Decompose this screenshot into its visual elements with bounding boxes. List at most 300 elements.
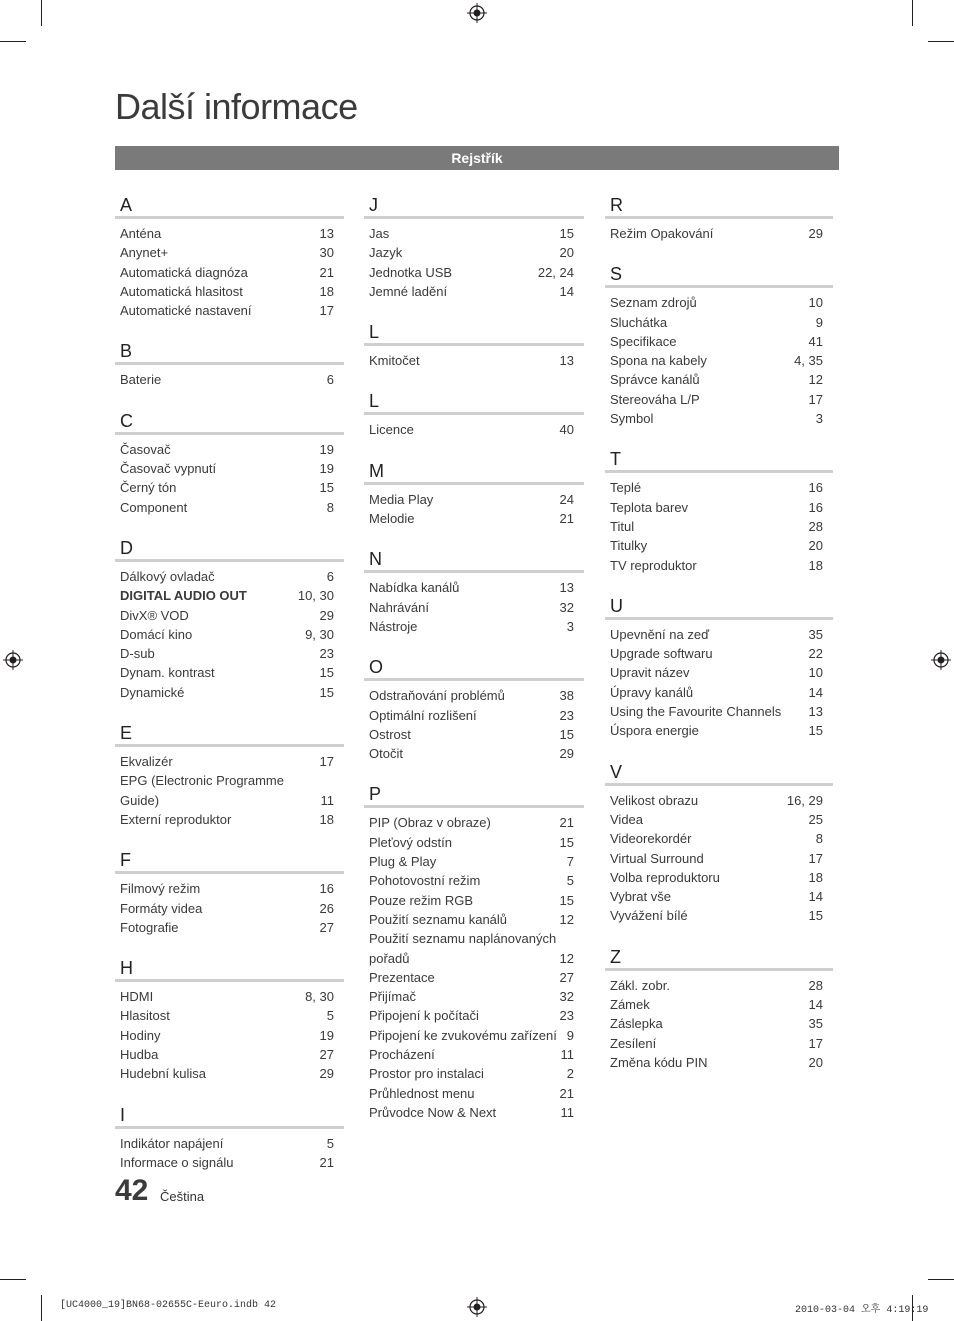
index-section <box>364 321 584 370</box>
index-page-ref: 40 <box>559 422 574 438</box>
index-page-ref: 13 <box>559 580 574 596</box>
index-entry <box>115 243 344 262</box>
registration-mark-icon <box>3 650 23 670</box>
index-entry <box>364 282 584 301</box>
index-entry <box>115 1006 344 1025</box>
index-term: Hodiny <box>120 1027 161 1043</box>
index-page-ref: 26 <box>319 900 334 916</box>
footer-timestamp: 2010-03-04 오후 4:19:19 <box>795 1305 929 1316</box>
index-entry <box>115 752 344 771</box>
index-page-ref: 41 <box>808 333 823 349</box>
index-entry <box>364 420 584 439</box>
index-term: Dálkový ovladač <box>120 568 215 584</box>
index-page-ref: 18 <box>319 283 334 299</box>
index-page-ref: 9 <box>566 1027 574 1043</box>
index-page-ref: 16 <box>808 499 823 515</box>
index-term: Anynet+ <box>120 245 169 261</box>
index-term: Formáty videa <box>120 900 203 916</box>
index-entry <box>364 351 584 370</box>
index-section <box>605 263 833 428</box>
index-term: Připojení k počítači <box>369 1008 479 1024</box>
index-entry <box>115 644 344 663</box>
index-page-ref: 10 <box>808 665 823 681</box>
index-entry <box>115 1153 344 1172</box>
index-term: EPG (Electronic Programme Guide) <box>120 773 284 808</box>
index-page-ref: 15 <box>559 834 574 850</box>
index-term: Jas <box>369 226 390 241</box>
index-page-ref: 17 <box>808 850 823 866</box>
index-section <box>115 194 344 320</box>
index-letter-heading: R <box>605 194 833 219</box>
index-page-ref: 17 <box>319 303 334 319</box>
index-term: DIGITAL AUDIO OUT <box>120 588 247 604</box>
index-term: Optimální rozlišení <box>369 707 477 723</box>
crop-mark <box>41 1295 42 1321</box>
index-term: Změna kódu PIN <box>610 1054 708 1070</box>
index-section <box>115 957 344 1083</box>
index-term: Seznam zdrojů <box>610 295 697 311</box>
index-page-ref: 23 <box>319 646 334 662</box>
index-entry <box>605 1014 833 1033</box>
index-term: Velikost obrazu <box>610 792 699 808</box>
index-page-ref: 27 <box>319 919 334 935</box>
index-term: Melodie <box>369 511 415 527</box>
index-entry <box>364 224 584 243</box>
index-entry <box>364 833 584 852</box>
index-entry <box>115 1064 344 1083</box>
index-term: Otočit <box>369 746 403 762</box>
index-term: Odstraňování problémů <box>369 688 505 704</box>
index-term: PIP (Obraz v obraze) <box>369 815 491 831</box>
index-term: Nahrávání <box>369 599 429 615</box>
index-term: Zámek <box>610 997 650 1013</box>
index-entry <box>605 976 833 995</box>
index-page-ref: 14 <box>808 997 823 1013</box>
index-term: Jazyk <box>369 245 403 261</box>
index-entry <box>605 313 833 332</box>
index-page-ref: 3 <box>815 411 823 427</box>
index-term: Upgrade softwaru <box>610 646 713 662</box>
index-page-ref: 15 <box>559 226 574 241</box>
index-entry <box>605 478 833 497</box>
index-page-ref: 12 <box>559 950 574 966</box>
index-entry <box>115 683 344 702</box>
index-entry <box>115 301 344 320</box>
index-term: Plug & Play <box>369 854 437 870</box>
index-entry <box>605 702 833 721</box>
index-term: Černý tón <box>120 480 177 496</box>
language-label: Čeština <box>160 1189 205 1204</box>
index-entry <box>115 1026 344 1045</box>
index-page-ref: 15 <box>319 665 334 681</box>
index-term: Dynam. kontrast <box>120 665 215 681</box>
index-page-ref: 20 <box>808 538 823 554</box>
index-page-ref: 38 <box>559 688 574 704</box>
index-page-ref: 5 <box>326 1008 334 1024</box>
index-entry <box>605 1034 833 1053</box>
index-column-1 <box>115 194 344 1192</box>
index-term: Automatická hlasitost <box>120 283 243 299</box>
index-term: Jednotka USB <box>369 264 453 280</box>
index-entry <box>605 791 833 810</box>
index-term: Průvodce Now & Next <box>369 1104 497 1120</box>
index-term: Vybrat vše <box>610 889 671 905</box>
registration-mark-icon <box>467 1297 487 1317</box>
index-term: Režim Opakování <box>610 226 714 241</box>
index-term: Ekvalizér <box>120 754 173 770</box>
index-term: Úspora energie <box>610 723 699 739</box>
index-term: Automatická diagnóza <box>120 264 248 280</box>
index-entry <box>605 810 833 829</box>
index-page-ref: 3 <box>566 618 574 634</box>
index-section <box>115 537 344 702</box>
index-page-ref: 13 <box>319 226 334 241</box>
index-letter-heading: I <box>115 1104 344 1129</box>
index-entry <box>364 1064 584 1083</box>
index-page-ref: 24 <box>559 491 574 507</box>
crop-mark <box>912 0 913 26</box>
index-entry <box>115 478 344 497</box>
index-section <box>605 194 833 243</box>
index-section <box>364 460 584 529</box>
index-term: HDMI <box>120 989 154 1005</box>
index-page-ref: 25 <box>808 811 823 827</box>
index-page-ref: 21 <box>559 511 574 527</box>
index-letter-heading: V <box>605 761 833 786</box>
index-entry <box>364 871 584 890</box>
index-page-ref: 20 <box>559 245 574 261</box>
index-page-ref: 6 <box>326 372 334 388</box>
index-page-ref: 27 <box>319 1047 334 1063</box>
index-page-ref: 15 <box>808 723 823 739</box>
index-section <box>364 390 584 439</box>
crop-mark <box>928 1279 954 1280</box>
index-page-ref: 28 <box>808 518 823 534</box>
index-term: Průhlednost menu <box>369 1085 475 1101</box>
index-entry <box>605 409 833 428</box>
index-letter-heading: F <box>115 849 344 874</box>
index-page-ref: 17 <box>319 754 334 770</box>
index-term: Záslepka <box>610 1016 663 1032</box>
index-page-ref: 27 <box>559 969 574 985</box>
index-page-ref: 18 <box>808 869 823 885</box>
index-section <box>605 448 833 574</box>
index-term: Component <box>120 499 188 515</box>
index-letter-heading: Z <box>605 946 833 971</box>
index-term: Upravit název <box>610 665 690 681</box>
index-entry <box>115 663 344 682</box>
index-letter-heading: S <box>605 263 833 288</box>
index-letter-heading: L <box>364 390 584 415</box>
index-term: Teplé <box>610 480 642 496</box>
index-page-ref: 17 <box>808 391 823 407</box>
index-term: Použití seznamu kanálů <box>369 911 508 927</box>
index-page-ref: 18 <box>319 811 334 827</box>
index-page-ref: 2 <box>566 1066 574 1082</box>
index-entry <box>364 929 584 968</box>
index-page-ref: 22 <box>808 646 823 662</box>
index-entry <box>364 968 584 987</box>
index-term: Použití seznamu naplánovaných pořadů <box>369 931 557 966</box>
index-page-ref: 11 <box>560 1104 574 1120</box>
index-term: Dynamické <box>120 684 185 700</box>
index-term: TV reproduktor <box>610 557 697 573</box>
index-page-ref: 29 <box>808 226 823 241</box>
index-entry <box>364 744 584 763</box>
index-term: Filmový režim <box>120 881 201 897</box>
index-entry <box>115 987 344 1006</box>
index-term: Hudba <box>120 1047 159 1063</box>
index-entry <box>605 224 833 243</box>
index-section <box>364 548 584 636</box>
index-page-ref: 29 <box>319 607 334 623</box>
index-page-ref: 10, 30 <box>297 588 334 604</box>
index-page-ref: 19 <box>319 461 334 477</box>
index-term: Přijímač <box>369 989 416 1005</box>
index-entry <box>364 578 584 597</box>
index-entry <box>115 282 344 301</box>
index-page-ref: 8, 30 <box>305 989 334 1005</box>
index-page-ref: 17 <box>808 1035 823 1051</box>
index-letter-heading: U <box>605 595 833 620</box>
index-section <box>115 410 344 517</box>
index-entry <box>115 606 344 625</box>
index-section <box>115 1104 344 1173</box>
index-letter-heading: E <box>115 722 344 747</box>
index-term: Stereováha L/P <box>610 391 700 407</box>
index-term: Titul <box>610 518 635 534</box>
index-entry <box>115 918 344 937</box>
index-page-ref: 28 <box>808 977 823 993</box>
index-page-ref: 14 <box>808 684 823 700</box>
index-page-ref: 9 <box>815 314 823 330</box>
index-term: Nabídka kanálů <box>369 580 460 596</box>
index-section <box>115 849 344 937</box>
index-term: Volba reproduktoru <box>610 869 720 885</box>
index-page-ref: 12 <box>559 911 574 927</box>
index-entry <box>115 625 344 644</box>
index-entry <box>115 263 344 282</box>
index-page-ref: 5 <box>566 873 574 889</box>
index-entry <box>605 721 833 740</box>
index-page-ref: 11 <box>560 1047 574 1063</box>
index-page-ref: 6 <box>326 568 334 584</box>
index-term: Symbol <box>610 411 654 427</box>
index-page-ref: 35 <box>808 1016 823 1032</box>
index-term: Videorekordér <box>610 831 692 847</box>
index-page-ref: 29 <box>319 1066 334 1082</box>
index-page-ref: 11 <box>320 792 334 808</box>
index-term: Titulky <box>610 538 648 554</box>
index-entry <box>605 293 833 312</box>
index-entry <box>605 332 833 351</box>
crop-mark <box>0 1279 26 1280</box>
registration-mark-icon <box>931 650 951 670</box>
index-entry <box>364 490 584 509</box>
index-term: Jemné ladění <box>369 283 448 299</box>
index-entry <box>115 899 344 918</box>
index-entry <box>605 390 833 409</box>
index-entry <box>364 598 584 617</box>
index-entry <box>605 868 833 887</box>
index-section <box>605 946 833 1072</box>
index-term: Virtual Surround <box>610 850 704 866</box>
index-section <box>605 595 833 741</box>
index-page-ref: 15 <box>319 684 334 700</box>
index-term: Pohotovostní režim <box>369 873 481 889</box>
index-term: Zesílení <box>610 1035 657 1051</box>
index-entry <box>605 556 833 575</box>
index-term: Informace o signálu <box>120 1154 234 1170</box>
index-entry <box>364 910 584 929</box>
index-term: Procházení <box>369 1047 435 1063</box>
index-letter-heading: J <box>364 194 584 219</box>
index-letter-heading: P <box>364 783 584 808</box>
index-entry <box>605 370 833 389</box>
index-term: Indikátor napájení <box>120 1135 224 1151</box>
index-term: Časovač vypnutí <box>120 461 217 477</box>
index-letter-heading: T <box>605 448 833 473</box>
index-entry <box>364 1006 584 1025</box>
index-letter-heading: O <box>364 656 584 681</box>
index-entry <box>605 887 833 906</box>
index-page-ref: 23 <box>559 707 574 723</box>
index-entry <box>364 813 584 832</box>
index-page-ref: 16 <box>808 480 823 496</box>
index-page-ref: 15 <box>559 892 574 908</box>
index-entry <box>605 995 833 1014</box>
index-page-ref: 30 <box>319 245 334 261</box>
index-entry <box>364 509 584 528</box>
index-page-ref: 21 <box>559 1085 574 1101</box>
index-term: Licence <box>369 422 414 438</box>
index-column-3 <box>605 194 833 1092</box>
index-page-ref: 16, 29 <box>786 792 823 808</box>
index-page-ref: 35 <box>808 626 823 642</box>
index-page-ref: 5 <box>326 1135 334 1151</box>
index-term: Připojení ke zvukovému zařízení <box>369 1027 557 1043</box>
index-page-ref: 21 <box>319 1154 334 1170</box>
index-column-2 <box>364 194 584 1142</box>
index-page-ref: 15 <box>319 480 334 496</box>
index-term: Using the Favourite Channels <box>610 704 782 720</box>
index-page-ref: 32 <box>559 989 574 1005</box>
page-number: 42 <box>115 1174 149 1207</box>
index-term: Hudební kulisa <box>120 1066 206 1082</box>
footer-file-info: [UC4000_19]BN68-02655C-Eeuro.indb 42 <box>60 1300 277 1311</box>
index-letter-heading: C <box>115 410 344 435</box>
crop-mark <box>0 41 26 42</box>
index-page-ref: 14 <box>559 283 574 299</box>
index-page-ref: 13 <box>808 704 823 720</box>
index-term: Prostor pro instalaci <box>369 1066 484 1082</box>
index-page-ref: 8 <box>815 831 823 847</box>
index-entry <box>115 224 344 243</box>
index-page-ref: 22, 24 <box>537 264 574 280</box>
index-entry <box>605 1053 833 1072</box>
index-entry <box>605 906 833 925</box>
index-entry <box>605 625 833 644</box>
index-entry <box>364 1045 584 1064</box>
index-entry <box>605 663 833 682</box>
crop-mark <box>41 0 42 26</box>
index-page-ref: 21 <box>559 815 574 831</box>
index-page-ref: 10 <box>808 295 823 311</box>
index-page-ref: 16 <box>319 881 334 897</box>
index-entry <box>115 567 344 586</box>
index-letter-heading: N <box>364 548 584 573</box>
index-term: Videa <box>610 811 644 827</box>
index-term: Media Play <box>369 491 434 507</box>
index-entry <box>115 810 344 829</box>
index-page-ref: 15 <box>808 908 823 924</box>
index-term: Správce kanálů <box>610 372 700 388</box>
index-entry <box>364 725 584 744</box>
index-page-ref: 19 <box>319 441 334 457</box>
index-page-ref: 14 <box>808 889 823 905</box>
index-term: Anténa <box>120 226 162 241</box>
index-term: Vyvážení bílé <box>610 908 688 924</box>
index-entry <box>115 370 344 389</box>
index-letter-heading: H <box>115 957 344 982</box>
index-page-ref: 18 <box>808 557 823 573</box>
index-page-ref: 19 <box>319 1027 334 1043</box>
index-entry <box>605 644 833 663</box>
index-page-ref: 15 <box>559 726 574 742</box>
index-entry <box>115 879 344 898</box>
index-section <box>605 761 833 926</box>
index-page-ref: 13 <box>559 353 574 369</box>
index-entry <box>364 617 584 636</box>
index-page-ref: 21 <box>319 264 334 280</box>
index-entry <box>364 263 584 282</box>
index-section <box>115 722 344 829</box>
index-section <box>364 194 584 301</box>
index-entry <box>364 852 584 871</box>
index-term: Kmitočet <box>369 353 420 369</box>
index-letter-heading: M <box>364 460 584 485</box>
index-term: Fotografie <box>120 919 179 935</box>
index-entry <box>115 771 344 810</box>
index-page-ref: 23 <box>559 1008 574 1024</box>
index-entry <box>605 536 833 555</box>
index-letter-heading: B <box>115 340 344 365</box>
index-page-ref: 29 <box>559 746 574 762</box>
index-page-ref: 7 <box>566 854 574 870</box>
index-term: Úpravy kanálů <box>610 684 694 700</box>
index-letter-heading: D <box>115 537 344 562</box>
index-term: Zákl. zobr. <box>610 977 670 993</box>
index-page-ref: 9, 30 <box>305 626 334 642</box>
index-entry <box>605 829 833 848</box>
index-term: Prezentace <box>369 969 435 985</box>
index-entry <box>115 1045 344 1064</box>
index-entry <box>364 243 584 262</box>
index-term: Nástroje <box>369 618 418 634</box>
crop-mark <box>928 41 954 42</box>
index-section <box>364 656 584 763</box>
index-entry <box>115 498 344 517</box>
index-letter-heading: A <box>115 194 344 219</box>
index-section <box>115 340 344 389</box>
index-entry <box>364 686 584 705</box>
page-title: Další informace <box>115 86 358 127</box>
index-term: Domácí kino <box>120 626 193 642</box>
index-section <box>364 783 584 1122</box>
index-entry <box>115 440 344 459</box>
index-term: Automatické nastavení <box>120 303 252 319</box>
index-term: Specifikace <box>610 333 677 349</box>
